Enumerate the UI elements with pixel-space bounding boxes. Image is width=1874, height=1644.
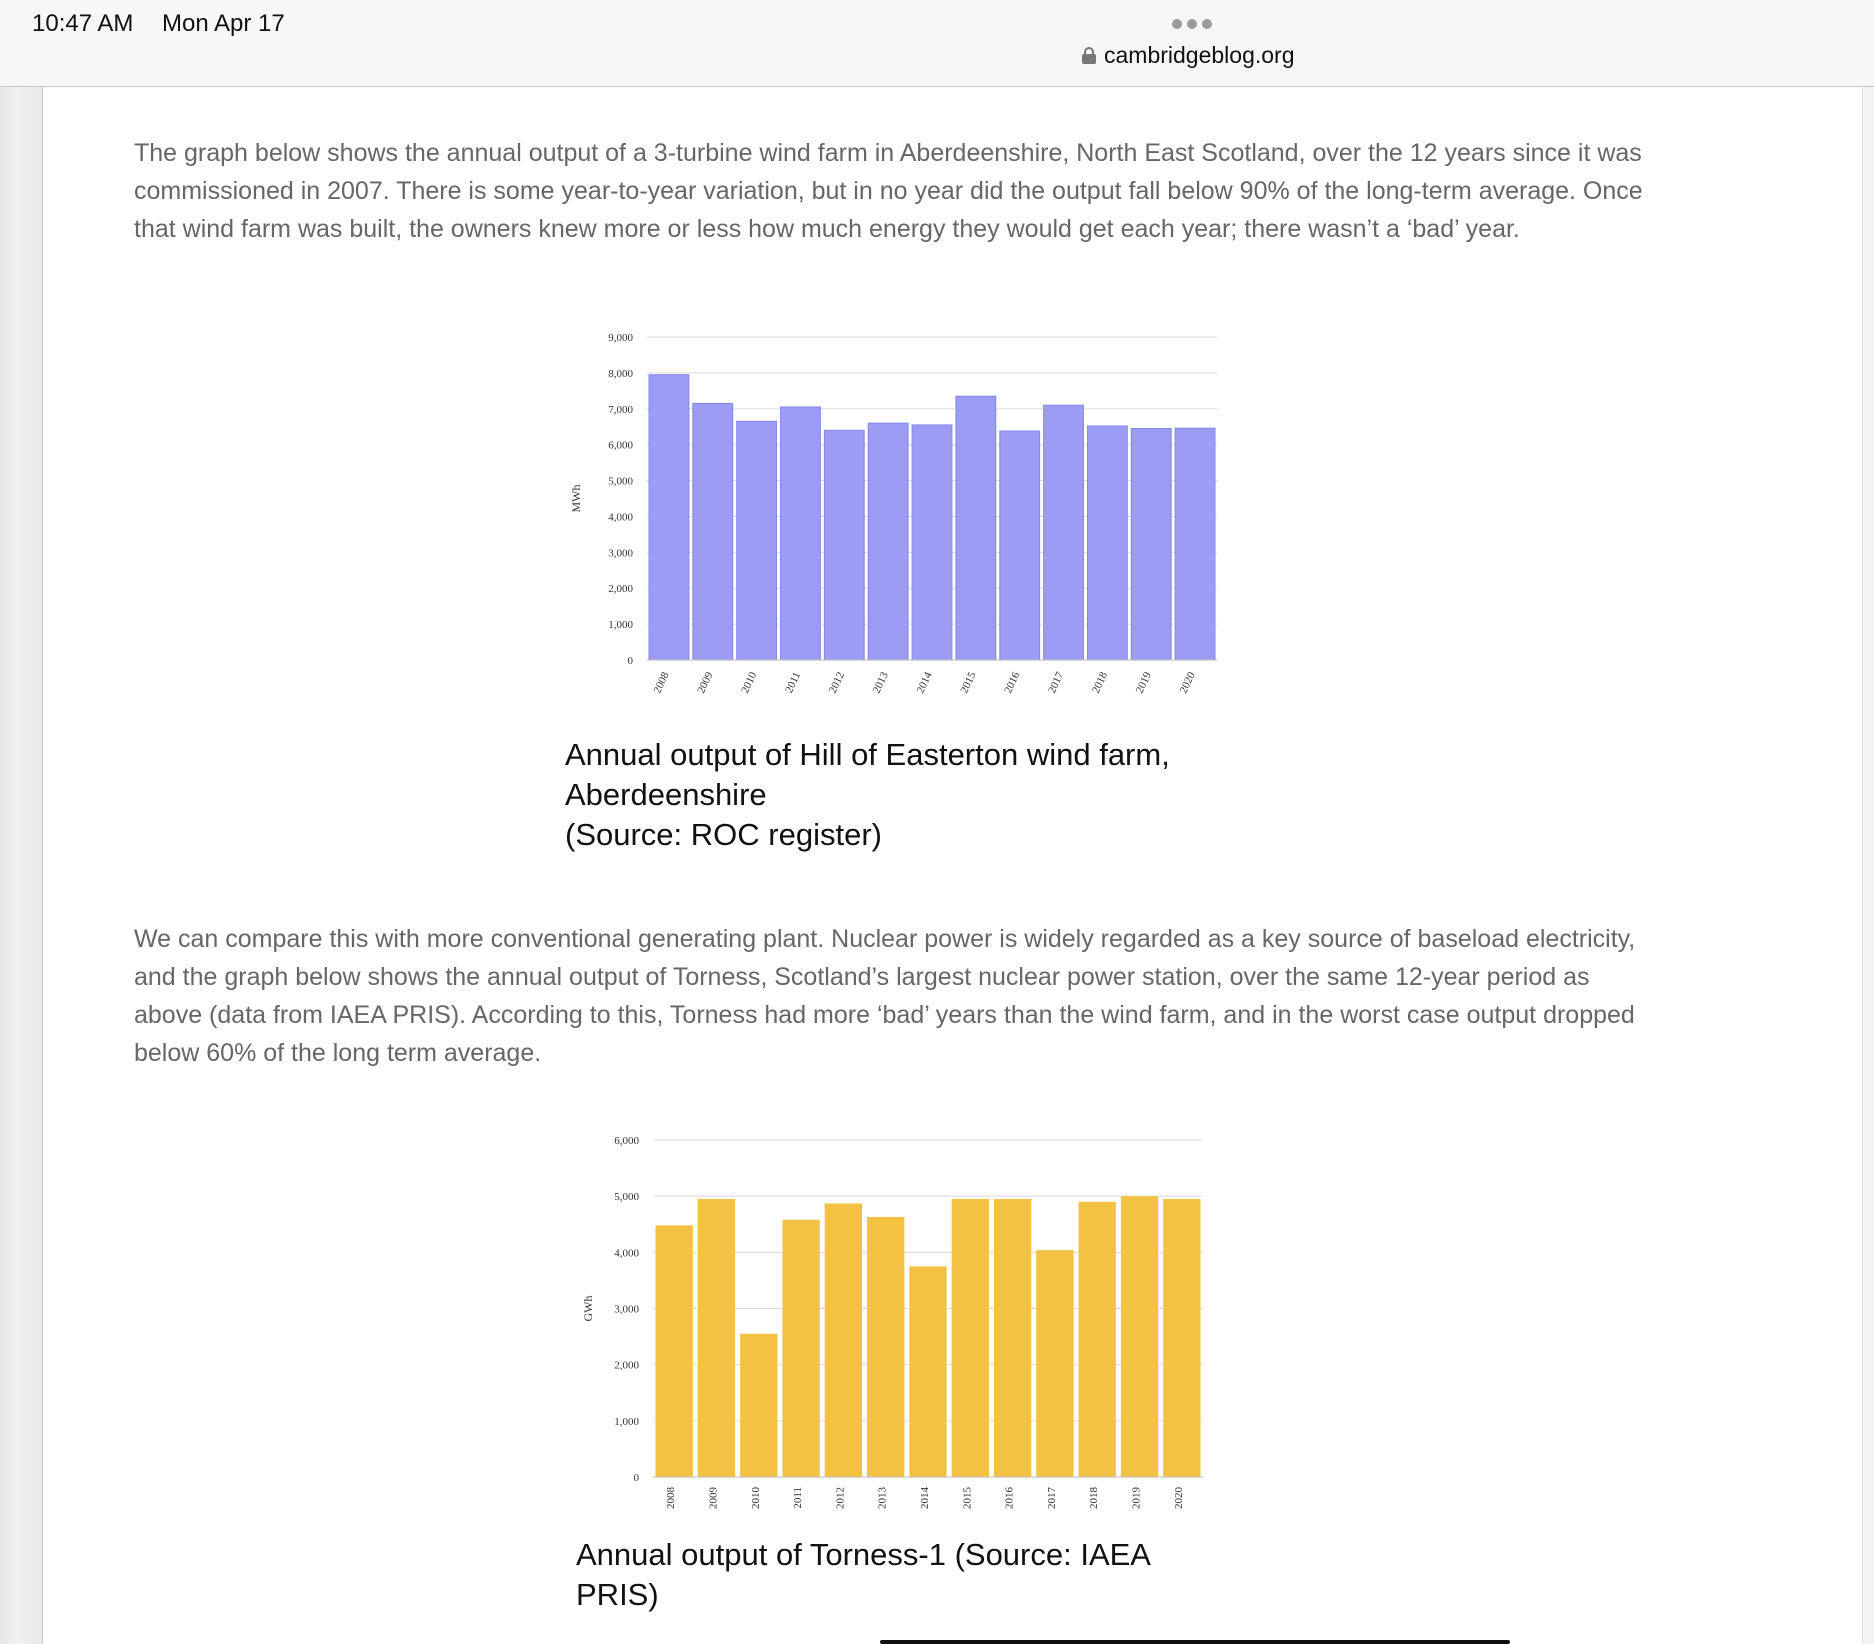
home-indicator[interactable] xyxy=(880,1640,1510,1644)
wind-y-tick-label: 4,000 xyxy=(608,511,633,524)
nuclear-bar xyxy=(1121,1196,1158,1477)
wind-x-tick-label: 2014 xyxy=(914,670,935,696)
nuclear-y-tick-label: 0 xyxy=(633,1472,639,1484)
wind-bar xyxy=(868,423,908,660)
wind-y-tick-label: 3,000 xyxy=(608,547,633,560)
nuclear-y-tick-label: 1,000 xyxy=(614,1415,639,1428)
nuclear-bar-chart xyxy=(570,1120,1220,1520)
wind-x-tick-label: 2019 xyxy=(1133,670,1154,696)
nuclear-caption-line-2: PRIS) xyxy=(576,1577,659,1612)
nuclear-x-tick-label: 2013 xyxy=(876,1487,889,1509)
nuclear-bar xyxy=(740,1334,777,1477)
wind-bar xyxy=(693,403,733,660)
wind-x-tick-label: 2017 xyxy=(1046,670,1067,696)
wind-x-tick-label: 2020 xyxy=(1177,670,1198,696)
wind-bar xyxy=(956,396,996,660)
wind-x-tick-label: 2010 xyxy=(739,670,760,696)
nuclear-bar xyxy=(994,1199,1031,1477)
nuclear-bar xyxy=(909,1266,946,1477)
nuclear-y-tick-label: 4,000 xyxy=(614,1247,639,1260)
nuclear-x-tick-label: 2014 xyxy=(919,1487,931,1509)
wind-caption-line-1: Annual output of Hill of Easterton wind farm, xyxy=(565,737,1170,772)
nuclear-y-tick-label: 2,000 xyxy=(614,1359,639,1372)
nuclear-y-tick-label: 3,000 xyxy=(614,1303,639,1316)
nuclear-x-tick-label: 2012 xyxy=(834,1487,847,1509)
nuclear-x-tick-label: 2008 xyxy=(665,1487,678,1509)
article-paragraph-2: We can compare this with more conventional generating plant. Nuclear power is widely regarded as a key source of baseload electricity, and the graph below shows the annual output of Torness, Scotland’s largest nuclear power station, over the same 12-year period as above (data from IAEA PRIS). According to this, Torness had more ‘bad’ years than the wind farm, and in the worst case output dropped below 60% of the long term average. xyxy=(134,925,1636,1067)
wind-y-tick-label: 5,000 xyxy=(608,475,633,488)
nuclear-bar xyxy=(825,1203,862,1477)
status-bar xyxy=(0,0,1874,87)
wind-bar xyxy=(1000,431,1040,660)
nuclear-bar xyxy=(952,1199,989,1477)
sidebar-edge xyxy=(0,87,43,1644)
wind-x-tick-label: 2011 xyxy=(783,670,804,695)
nuclear-x-tick-label: 2015 xyxy=(961,1487,974,1509)
nuclear-x-tick-label: 2009 xyxy=(707,1487,720,1509)
wind-x-tick-label: 2016 xyxy=(1002,670,1023,696)
wind-x-tick-label: 2012 xyxy=(826,670,848,696)
nuclear-y-tick-label: 5,000 xyxy=(614,1191,639,1204)
nuclear-x-tick-label: 2016 xyxy=(1003,1487,1016,1509)
wind-chart-caption xyxy=(565,735,1245,855)
nuclear-bar xyxy=(698,1199,735,1477)
url-text: cambridgeblog.org xyxy=(1104,42,1295,68)
status-time: 10:47 AM xyxy=(32,10,134,37)
nuclear-x-tick-label: 2019 xyxy=(1130,1487,1143,1509)
wind-bar xyxy=(1087,426,1127,660)
wind-y-tick-label: 6,000 xyxy=(608,439,633,452)
nuclear-x-tick-label: 2020 xyxy=(1172,1487,1185,1509)
wind-bar xyxy=(781,407,821,660)
wind-bar xyxy=(737,421,777,660)
nuclear-y-tick-label: 6,000 xyxy=(614,1135,639,1147)
nuclear-bar xyxy=(867,1217,904,1477)
nuclear-y-axis-label: GWh xyxy=(581,1295,595,1322)
wind-y-tick-label: 7,000 xyxy=(608,403,633,416)
wind-bar xyxy=(1131,429,1171,660)
address-bar[interactable] xyxy=(1082,42,1295,69)
wind-bar xyxy=(1175,428,1215,660)
wind-y-tick-label: 0 xyxy=(627,655,633,667)
nuclear-x-tick-label: 2010 xyxy=(749,1487,762,1509)
scrollbar[interactable] xyxy=(1862,87,1874,1644)
wind-y-tick-label: 1,000 xyxy=(608,619,633,632)
wind-y-tick-label: 8,000 xyxy=(608,367,633,380)
wind-caption-line-3: (Source: ROC register) xyxy=(565,817,882,852)
wind-bar xyxy=(824,430,864,660)
nuclear-chart-caption xyxy=(576,1535,1246,1615)
wind-x-tick-label: 2013 xyxy=(870,670,891,696)
more-options-icon[interactable] xyxy=(1172,19,1212,29)
wind-y-tick-label: 9,000 xyxy=(608,332,633,344)
wind-y-axis-label: MWh xyxy=(569,484,583,513)
nuclear-bar xyxy=(1036,1250,1073,1477)
wind-bar xyxy=(649,375,689,660)
article-paragraph-1: The graph below shows the annual output of a 3-turbine wind farm in Aberdeenshire, North East Scotland, over the 12 years since it was commissioned in 2007. There is some year-to-year variation, but in no year did the output fall below 90% of the long-term average. Once that wind farm was built, the owners knew more or less how much energy they would get each year; there wasn’t a ‘bad’ year. xyxy=(134,139,1643,243)
status-date: Mon Apr 17 xyxy=(162,10,285,37)
wind-x-tick-label: 2008 xyxy=(651,670,672,696)
wind-x-tick-label: 2018 xyxy=(1089,670,1111,696)
wind-farm-bar-chart xyxy=(560,320,1230,710)
wind-bar xyxy=(912,425,952,660)
wind-bar xyxy=(1044,405,1084,660)
lock-icon xyxy=(1082,47,1096,64)
wind-y-tick-label: 2,000 xyxy=(608,583,633,596)
wind-x-tick-label: 2009 xyxy=(695,670,716,696)
nuclear-bar xyxy=(1163,1199,1200,1477)
nuclear-bar xyxy=(656,1225,693,1477)
nuclear-x-tick-label: 2011 xyxy=(792,1487,805,1509)
nuclear-caption-line-1: Annual output of Torness-1 (Source: IAEA xyxy=(576,1537,1151,1572)
nuclear-x-tick-label: 2018 xyxy=(1088,1487,1101,1509)
nuclear-bar xyxy=(1079,1202,1116,1477)
nuclear-bar xyxy=(782,1220,819,1477)
nuclear-x-tick-label: 2017 xyxy=(1045,1487,1058,1509)
wind-caption-line-2: Aberdeenshire xyxy=(565,777,767,812)
wind-x-tick-label: 2015 xyxy=(958,670,979,696)
